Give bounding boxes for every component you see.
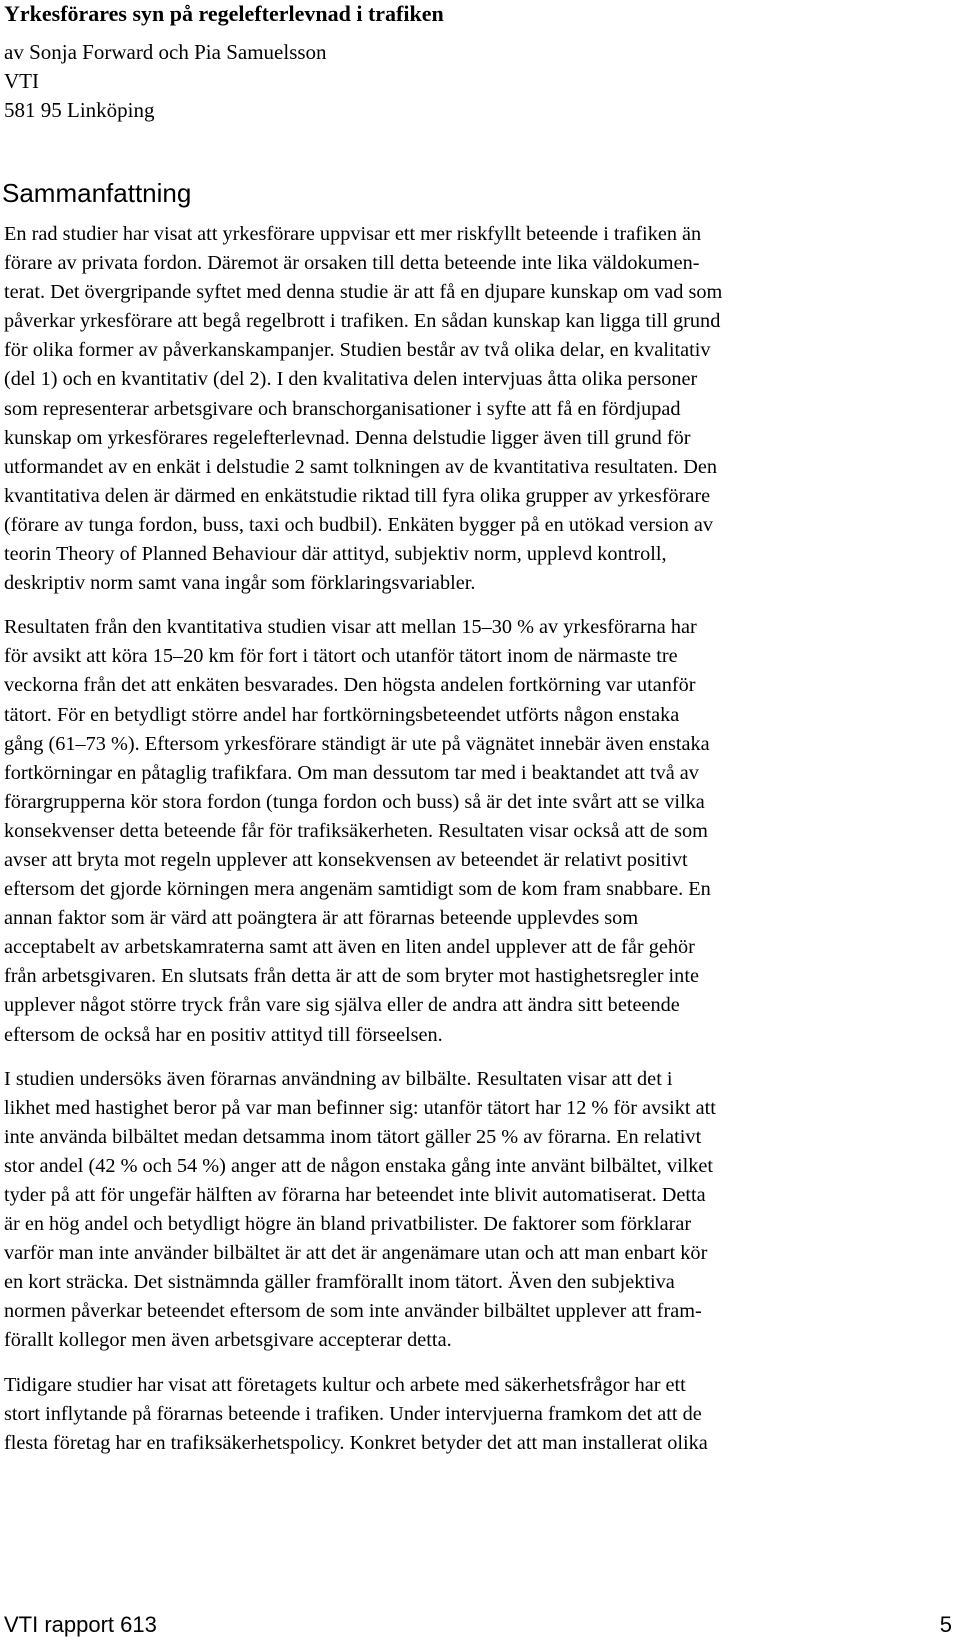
text-line: inte använda bilbältet medan detsamma inom tätort gäller 25 % av förarna. En relativt (4, 1125, 702, 1148)
text-line: (del 1) och en kvantitativ (del 2). I den kvalitativa delen intervjuas åtta olika personer (4, 368, 698, 391)
text-line: eftersom de också har en positiv attityd till förseelsen. (4, 1023, 443, 1046)
paragraph-gap (4, 1356, 958, 1371)
paragraph-gap (4, 1050, 958, 1065)
text-line: kunskap om yrkesförares regelefterlevnad. Denna delstudie ligger även till grund för (4, 426, 691, 449)
text-line: avser att bryta mot regeln upplever att konsekvensen av beteendet är relativt positivt (4, 848, 688, 871)
text-line: förargrupperna kör stora fordon (tunga fordon och buss) så är det inte svårt att se vilka (4, 790, 705, 813)
text-line: tätort. För en betydligt större andel har fortkörningsbeteendet utförts någon enstaka (4, 703, 680, 726)
text-line: varför man inte använder bilbältet är att det är angenämare utan och att man enbart kör (4, 1242, 708, 1265)
text-line: normen påverkar beteendet eftersom de som inte använder bilbältet upplever att fram- (4, 1300, 702, 1323)
text-line: en kort sträcka. Det sistnämnda gäller framförallt inom tätort. Även den subjektiva (4, 1271, 675, 1294)
summary-body (4, 220, 958, 1458)
authors: av Sonja Forward och Pia Samuelsson (4, 40, 327, 64)
text-line: deskriptiv norm samt vana ingår som förklaringsvariabler. (4, 572, 476, 595)
organization: VTI (4, 69, 39, 93)
text-line: acceptabelt av arbetskamraterna samt att även en liten andel upplever att de får gehör (4, 936, 695, 959)
text-line: utformandet av en enkät i delstudie 2 samt tolkningen av de kvantitativa resultaten. Den (4, 455, 718, 478)
text-line: stor andel (42 % och 54 %) anger att de någon enstaka gång inte använt bilbältet, vilket (4, 1154, 714, 1177)
paragraph (4, 1371, 958, 1458)
text-line: som representerar arbetsgivare och branschorganisationer i syfte att få en fördjupad (4, 397, 681, 420)
text-line: I studien undersöks även förarnas användning av bilbälte. Resultaten visar att det i (4, 1067, 673, 1090)
text-line: teorin Theory of Planned Behaviour där attityd, subjektiv norm, upplevd kontroll, (4, 543, 667, 566)
text-line: tyder på att för ungefär hälften av förarna har beteendet inte blivit automatiserat. Detta (4, 1184, 706, 1206)
text-line: Resultaten från den kvantitativa studien visar att mellan 15–30 % av yrkesförarna har (4, 616, 697, 639)
text-line: förare av privata fordon. Däremot är orsaken till detta beteende inte lika väldokumen- (4, 252, 700, 275)
text-line: likhet med hastighet beror på var man befinner sig: utanför tätort har 12 % för avsikt att (4, 1096, 716, 1119)
text-line: påverkar yrkesförare att begå regelbrott i trafiken. En sådan kunskap kan ligga till grund (4, 310, 721, 333)
text-line: terat. Det övergripande syftet med denna studie är att få en djupare kunskap om vad som (4, 281, 723, 304)
text-line: konsekvenser detta beteende får för trafiksäkerheten. Resultaten visar också att de som (4, 819, 708, 842)
page-number: 5 (939, 1612, 952, 1637)
text-line: veckorna från det att enkäten besvarades. Den högsta andelen fortkörning var utanför (4, 674, 696, 697)
text-line: från arbetsgivaren. En slutsats från detta är att de som bryter mot hastighetsregler inte (4, 965, 699, 988)
text-line: (förare av tunga fordon, buss, taxi och budbil). Enkäten bygger på en utökad version av (4, 513, 714, 536)
paragraph-gap (4, 598, 958, 613)
section-heading: Sammanfattning (2, 178, 192, 208)
text-line: för olika former av påverkanskampanjer. Studien består av två olika delar, en kvalitativ (4, 339, 711, 362)
text-line: stort inflytande på förarnas beteende i trafiken. Under intervjuerna framkom det att de (4, 1402, 702, 1425)
text-line: En rad studier har visat att yrkesförare uppvisar ett mer riskfyllt beteende i trafiken än (4, 223, 702, 245)
text-line: upplever något större tryck från vare sig själva eller de andra att ändra sitt beteende (4, 994, 680, 1017)
paragraph (4, 220, 958, 598)
paragraph (4, 1065, 958, 1356)
text-line: kvantitativa delen är därmed en enkätstudie riktad till fyra olika grupper av yrkesförare (4, 484, 711, 507)
text-line: för avsikt att köra 15–20 km för fort i tätort och utanför tätort inom de närmaste tre (4, 645, 678, 668)
text-line: annan faktor som är värd att poängtera är att förarnas beteende upplevdes som (4, 907, 639, 930)
text-line: fortkörningar en påtaglig trafikfara. Om man dessutom tar med i beaktandet att två av (4, 761, 699, 784)
report-number: VTI rapport 613 (4, 1612, 157, 1637)
document-title: Yrkesförares syn på regelefterlevnad i trafiken (4, 1, 444, 26)
text-line: flesta företag har en trafiksäkerhetspolicy. Konkret betyder det att man installerat olika (4, 1431, 708, 1454)
text-line: förallt kollegor men även arbetsgivare accepterar detta. (4, 1329, 452, 1352)
text-line: Tidigare studier har visat att företagets kultur och arbete med säkerhetsfrågor har ett (4, 1373, 686, 1396)
address: 581 95 Linköping (4, 98, 155, 122)
text-line: gång (61–73 %). Eftersom yrkesförare ständigt är ute på vägnätet innebär även enstaka (4, 732, 710, 755)
text-line: är en hög andel och betydligt högre än bland privatbilister. De faktorer som förklarar (4, 1213, 692, 1236)
text-line: eftersom det gjorde körningen mera angenäm samtidigt som de kom fram snabbare. En (4, 878, 711, 901)
author-block (4, 38, 944, 125)
paragraph (4, 613, 958, 1049)
